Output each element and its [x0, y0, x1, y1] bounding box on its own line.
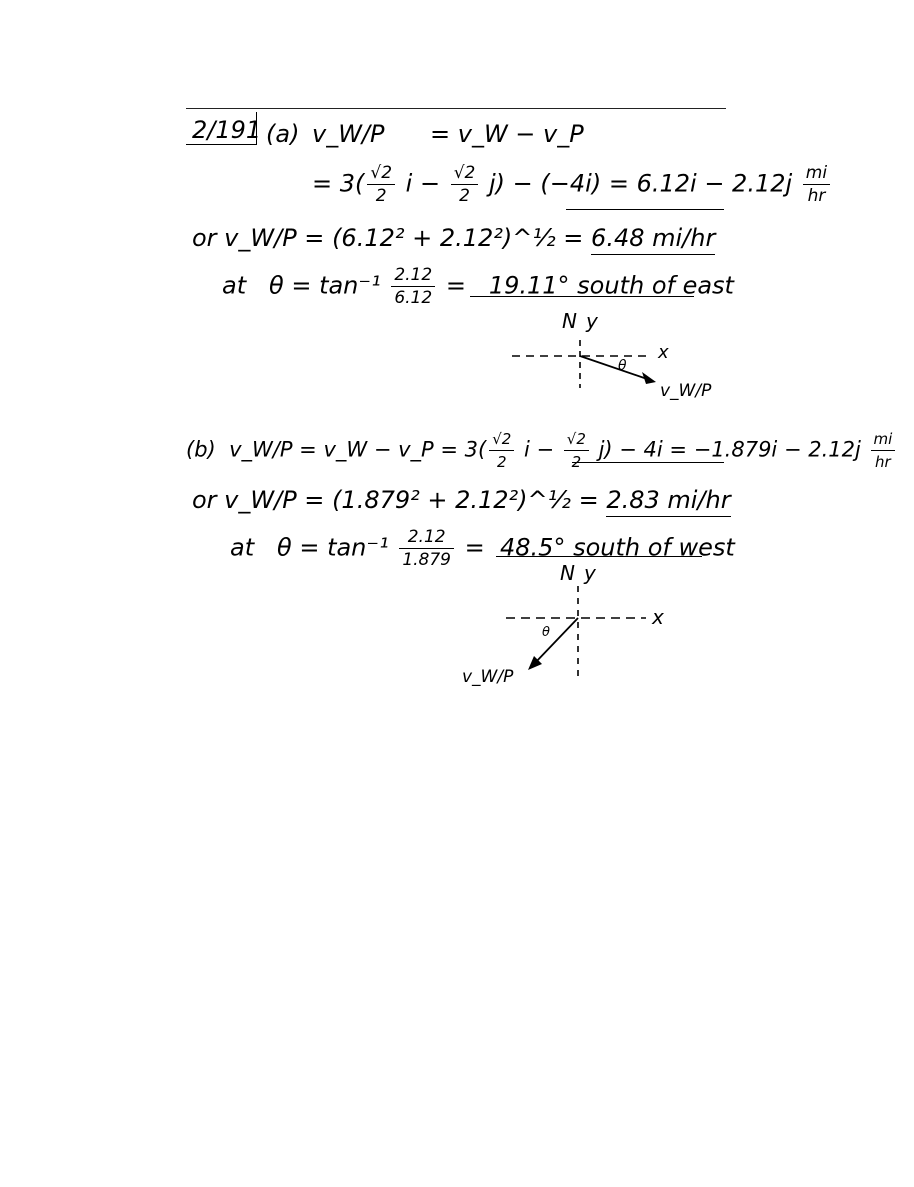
part-b-angle-theta: θ = tan⁻¹	[277, 533, 389, 562]
part-a-frac2-num: √2	[451, 162, 479, 185]
part-a-frac2	[451, 162, 479, 207]
top-rule	[186, 108, 726, 109]
part-a-angle-theta: θ = tan⁻¹	[269, 271, 381, 300]
part-a-y-label: y	[586, 309, 598, 333]
part-a-result-underline	[566, 209, 724, 210]
part-a-eq1-lhs: v_W/P	[312, 120, 385, 148]
part-b-y-label: y	[584, 561, 596, 585]
part-a-x-label: x	[658, 342, 669, 363]
part-b-frac2-num: √2	[564, 428, 589, 451]
part-a-mag-prefix: or v_W/P =	[192, 224, 325, 252]
part-b-eq-lhs: v_W/P = v_W − v_P = 3(	[229, 437, 487, 462]
part-b-vector-label: v_W/P	[462, 667, 514, 687]
part-a-frac1-den: 2	[375, 186, 387, 206]
part-a-theta-label: θ	[618, 358, 627, 374]
part-a-angle-underline	[470, 296, 694, 297]
part-a-eq2-j: j) − (−4i) =	[489, 169, 629, 198]
part-b-vector-line	[534, 618, 578, 664]
part-b-label: (b)	[186, 437, 216, 462]
part-a-north-label: N	[562, 309, 577, 333]
part-a-label: (a)	[266, 120, 300, 148]
part-a-unit-den: hr	[807, 186, 826, 206]
part-b-angle-num: 2.12	[399, 526, 454, 549]
part-b-frac2-den: 2	[571, 453, 582, 471]
part-a-vector-label: v_W/P	[660, 381, 712, 401]
part-a-eq2-prefix: = 3(	[312, 169, 365, 198]
part-a-eq2-i: i −	[405, 169, 441, 198]
part-b-diagram	[450, 556, 690, 706]
part-a-eq2	[312, 162, 833, 207]
part-a-angle-den: 6.12	[394, 288, 433, 308]
part-a-vector-line	[580, 356, 650, 380]
part-b-unit-num: mi	[871, 428, 896, 451]
part-a-vector-arrowhead	[642, 372, 656, 384]
part-a-mag-line	[192, 224, 715, 252]
part-a-angle-frac	[391, 264, 435, 309]
part-b-frac1-num: √2	[489, 428, 514, 451]
part-a-eq1-rhs: = v_W − v_P	[430, 120, 584, 148]
part-a-mag-result: 6.48 mi/hr	[591, 224, 715, 255]
part-a-frac1	[367, 162, 395, 207]
part-a-angle-result: 19.11° south of east	[488, 271, 734, 300]
part-b-unit	[871, 428, 896, 473]
part-b-result-underline	[572, 462, 724, 463]
part-b-mag-expr: (1.879² + 2.12²)^½	[332, 486, 571, 514]
part-a-diagram	[500, 300, 720, 410]
part-b-j-part: j) − 4i =	[598, 437, 688, 462]
part-a-eq2-result: 6.12i − 2.12j	[636, 169, 793, 198]
part-a-mag-eq: =	[563, 224, 584, 252]
part-b-i-part: i −	[523, 437, 555, 462]
part-a-angle-eq: =	[445, 271, 466, 300]
part-b-north-label: N	[560, 561, 575, 585]
part-b-angle-at: at	[230, 533, 255, 562]
problem-label: 2/191	[192, 116, 262, 144]
part-b-theta-label: θ	[542, 625, 550, 640]
part-a-mag-expr: (6.12² + 2.12²)^½	[332, 224, 556, 252]
part-b-mag-result: 2.83 mi/hr	[606, 486, 730, 517]
part-b-angle-eq: =	[464, 533, 485, 562]
part-a-angle-num: 2.12	[391, 264, 435, 287]
part-b-mag-line	[192, 486, 731, 514]
part-b-frac1-den: 2	[496, 453, 507, 471]
part-b-mag-eq: =	[578, 486, 599, 514]
part-b-frac2	[564, 428, 589, 473]
part-b-frac1	[489, 428, 514, 473]
part-a-unit	[803, 162, 830, 207]
part-b-mag-prefix: or v_W/P =	[192, 486, 325, 514]
part-b-eq-line	[186, 428, 898, 473]
part-a-angle-at: at	[222, 271, 247, 300]
part-b-result: −1.879i − 2.12j	[693, 437, 861, 462]
part-b-angle-den: 1.879	[402, 550, 451, 570]
part-b-angle-result: 48.5° south of west	[500, 533, 735, 562]
part-a-unit-num: mi	[803, 162, 830, 185]
part-a-frac2-den: 2	[459, 186, 470, 206]
part-a-frac1-num: √2	[367, 162, 395, 185]
part-b-unit-den: hr	[875, 453, 891, 471]
part-b-x-label: x	[652, 605, 664, 629]
part-b-angle-frac	[399, 526, 454, 571]
